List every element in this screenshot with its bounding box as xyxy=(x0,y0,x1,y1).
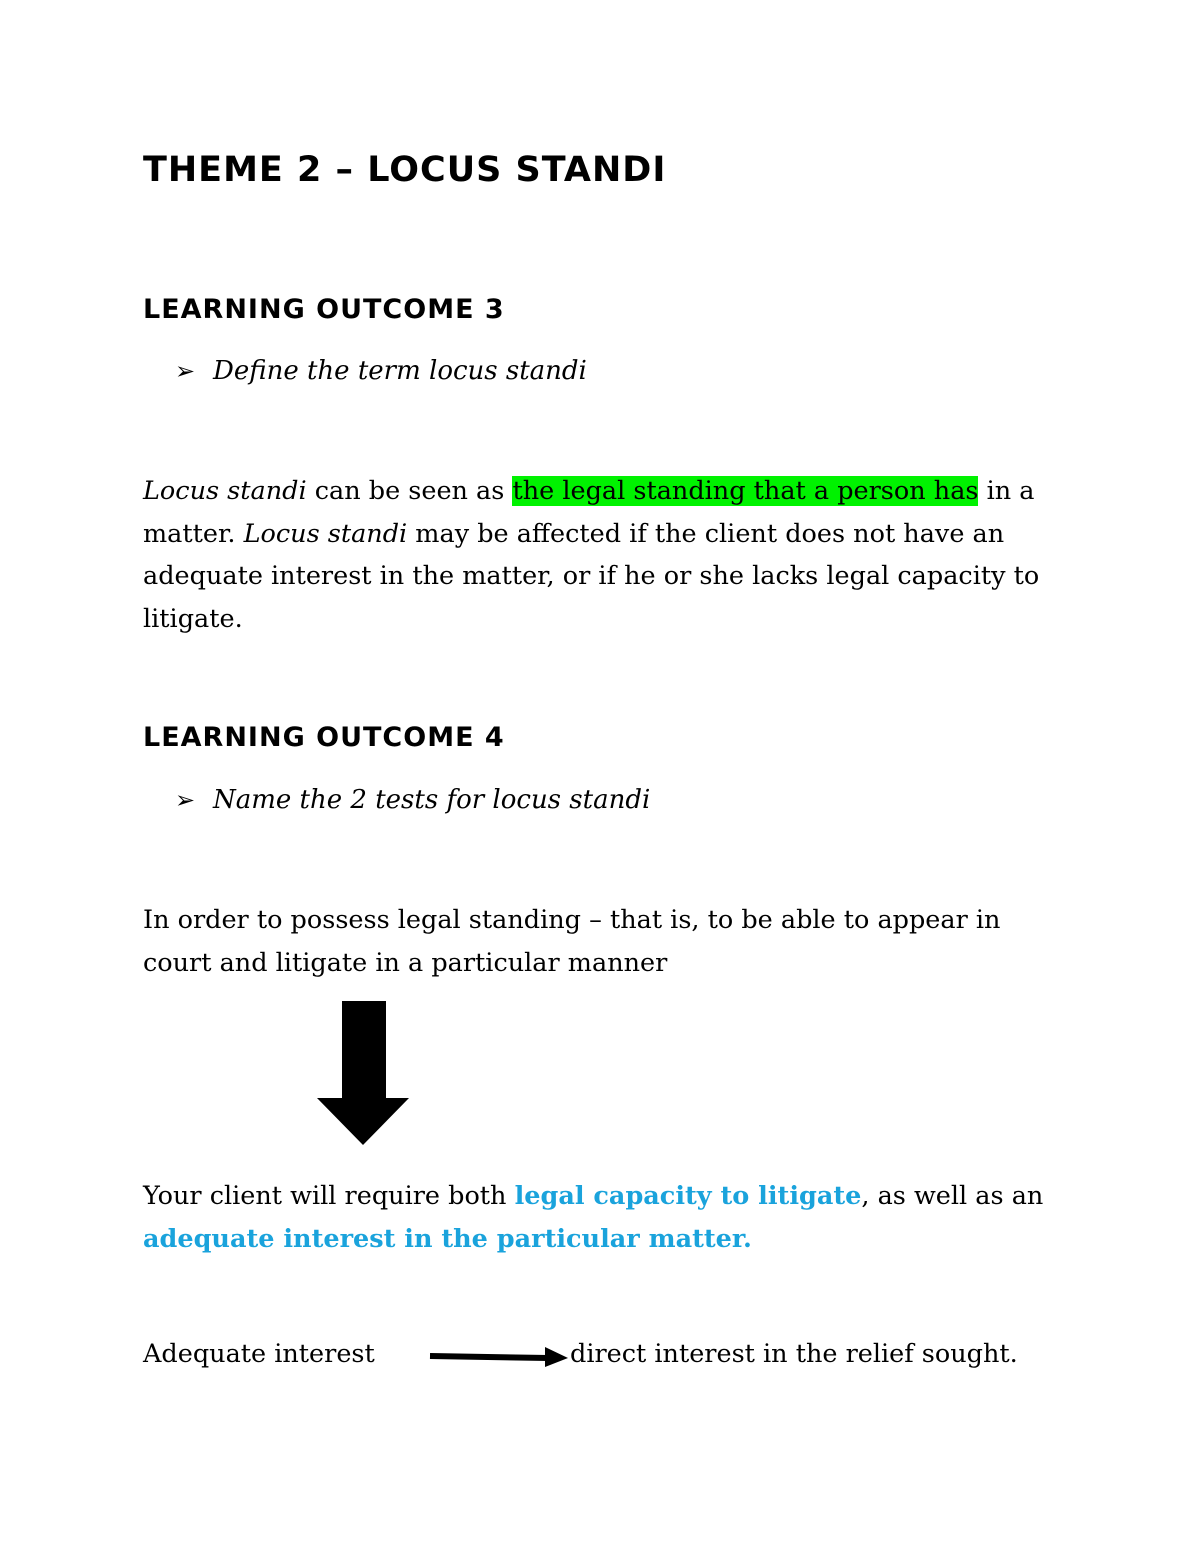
adequate-interest-label: Adequate interest xyxy=(143,1339,375,1369)
legal-capacity-emphasis: legal capacity to litigate xyxy=(514,1181,862,1211)
outcome-3-bullet-text: Define the term locus standi xyxy=(213,356,587,386)
requirements-text: , as well as an xyxy=(861,1181,1044,1211)
definition-line-1 xyxy=(143,470,1039,513)
outcome-4-bullet-text: Name the 2 tests for locus standi xyxy=(213,785,651,815)
right-arrow-icon xyxy=(428,1343,570,1369)
definition-text: can be seen as xyxy=(306,476,513,506)
requirements-statement xyxy=(143,1175,1043,1260)
intro-line-2: court and litigate in a particular manner xyxy=(143,947,668,978)
definition-text: in a xyxy=(978,476,1035,506)
legal-standing-intro xyxy=(143,899,1000,984)
arrowhead-bullet-icon: ➢ xyxy=(175,357,196,385)
down-arrow-icon xyxy=(316,1001,410,1146)
direct-interest-text: direct interest in the relief sought. xyxy=(570,1339,1018,1369)
page-title: THEME 2 – LOCUS STANDI xyxy=(143,150,667,190)
outcome-3-bullet xyxy=(175,356,587,386)
requirements-line-1 xyxy=(143,1175,1043,1218)
definition-line-4: litigate. xyxy=(143,603,243,634)
highlighted-definition: the legal standing that a person has xyxy=(512,476,979,506)
definition-text: may be affected if the client does not have an xyxy=(407,518,1005,549)
definition-term: Locus standi xyxy=(143,476,307,506)
intro-line-1: In order to possess legal standing – that is, to be able to appear in xyxy=(143,905,1001,935)
learning-outcome-4-heading: LEARNING OUTCOME 4 xyxy=(143,722,505,753)
arrowhead-bullet-icon: ➢ xyxy=(175,786,196,814)
definition-term: Locus standi xyxy=(243,518,408,549)
definition-text: matter. xyxy=(143,518,244,549)
requirements-text: Your client will require both xyxy=(143,1181,515,1211)
definition-line-2 xyxy=(143,513,1039,556)
learning-outcome-3-heading: LEARNING OUTCOME 3 xyxy=(143,294,505,325)
definition-line-3: adequate interest in the matter, or if he or she lacks legal capacity to xyxy=(143,561,1040,591)
adequate-interest-row xyxy=(143,1333,1018,1376)
outcome-4-bullet xyxy=(175,785,650,815)
locus-standi-definition xyxy=(143,470,1039,640)
adequate-interest-emphasis: adequate interest in the particular matter. xyxy=(143,1223,752,1254)
